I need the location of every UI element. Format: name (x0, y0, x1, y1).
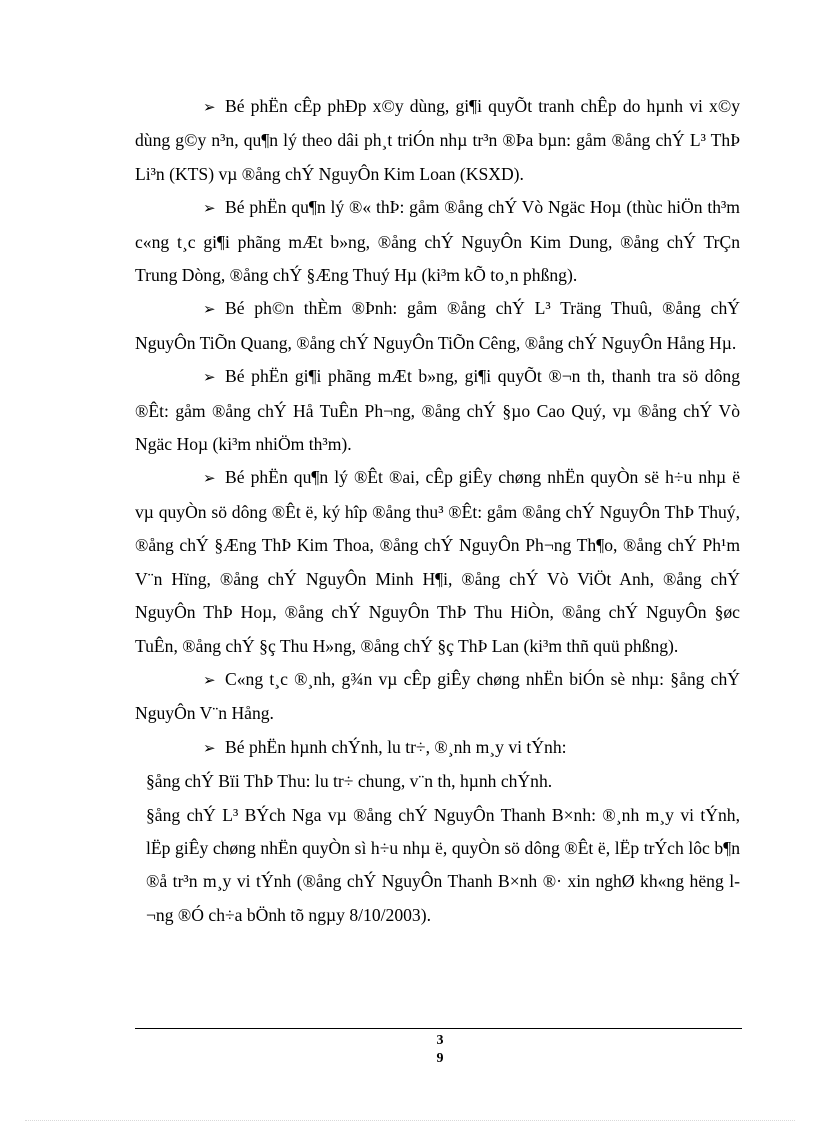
footer-divider (135, 1028, 742, 1029)
paragraph-site-clearance (135, 360, 740, 461)
paragraph-building-permits (135, 90, 740, 191)
paragraph-appraisal (135, 292, 740, 360)
arrow-bullet-icon: ➢ (203, 670, 216, 689)
paragraph-text: C«ng t¸c ®¸nh, g¾n vµ cÊp giÊy chøng nhËn biÓn sè nhµ: §ång chÝ NguyÔn V¨n Hång. (135, 668, 740, 724)
arrow-bullet-icon: ➢ (203, 738, 216, 757)
page-number-line-1: 3 (436, 1033, 444, 1048)
paragraph-text: Bé phËn cÊp phÐp x©y dùng, gi¶i quyÕt tranh chÊp do hµnh vi x©y dùng g©y n³n, qu¶n lý theo dâi ph¸t triÓn nhµ tr³n ®Þa bµn: gåm ®ång chÝ L³ ThÞ Li³n (KTS) vµ ®ång chÝ NguyÔn Kim Loan (KSXD). (135, 96, 740, 184)
arrow-bullet-icon: ➢ (203, 300, 216, 319)
paragraph-archive-staff (135, 765, 740, 798)
arrow-bullet-icon: ➢ (203, 368, 216, 387)
paragraph-house-numbering (135, 663, 740, 731)
paragraph-text: Bé phËn hµnh chÝnh, lu tr÷, ®¸nh m¸y vi tÝnh: (225, 736, 567, 757)
arrow-bullet-icon: ➢ (203, 98, 216, 116)
arrow-bullet-icon: ➢ (203, 469, 216, 488)
paragraph-administration (135, 731, 740, 765)
paragraph-typing-staff (135, 799, 740, 933)
paragraph-land-management (135, 461, 740, 662)
paragraph-text: Bé ph©n thÈm ®Þnh: gåm ®ång chÝ L³ Träng Thuû, ®ång chÝ NguyÔn TiÕn Quang, ®ång chÝ NguyÔn TiÕn Cêng, ®ång chÝ NguyÔn Hång Hµ. (135, 298, 740, 353)
page-number (420, 1032, 460, 1068)
page-bottom-edge (25, 1120, 795, 1121)
paragraph-text: Bé phËn gi¶i phãng mÆt b»ng, gi¶i quyÕt ®¬n th, thanh tra sö dông ®Êt: gåm ®ång chÝ Hå TuÊn Ph¬ng, ®ång chÝ §µo Cao Quý, vµ ®ång chÝ Vò Ngäc Hoµ (ki³m nhiÖm th³m). (135, 366, 740, 455)
paragraph-text: Bé phËn qu¶n lý ®« thÞ: gåm ®ång chÝ Vò Ngäc Hoµ (thùc hiÖn th³m c«ng t¸c gi¶i phãng mÆt b»ng, ®ång chÝ NguyÔn Kim Dung, ®ång chÝ TrÇn Trung Dòng, ®ång chÝ §Æng Thuý Hµ (ki³m kÕ to¸n phßng). (135, 197, 740, 286)
paragraph-text: §ång chÝ L³ BÝch Nga vµ ®ång chÝ NguyÔn Thanh B×nh: ®¸nh m¸y vi tÝnh, lËp giÊy chøng nhËn quyÒn sì h÷u nhµ ë, quyÒn sö dông ®Êt ë, lËp trÝch lôc b¶n ®å tr³n m¸y vi tÝnh (®ång chÝ NguyÔn Thanh B×nh ®· xin nghØ kh«ng hëng l¬ng ®Ó ch÷a bÖnh tõ ngµy 8/10/2003). (146, 804, 740, 925)
paragraph-urban-management (135, 191, 740, 292)
document-body (135, 90, 740, 932)
paragraph-text: Bé phËn qu¶n lý ®Êt ®ai, cÊp giÊy chøng nhËn quyÒn së h÷u nhµ ë vµ quyÒn sö dông ®Êt ë, ký hîp ®ång thu³ ®Êt: gåm ®ång chÝ NguyÔn ThÞ Thuý, ®ång chÝ §Æng ThÞ Kim Thoa, ®ång chÝ NguyÔn Ph¬ng Th¶o, ®ång chÝ Ph¹m V¨n Hïng, ®ång chÝ NguyÔn Minh H¶i, ®ång chÝ Vò ViÖt Anh, ®ång chÝ NguyÔn ThÞ Hoµ, ®ång chÝ NguyÔn ThÞ Thu HiÒn, ®ång chÝ NguyÔn §øc TuÊn, ®ång chÝ §ç Thu H»ng, ®ång chÝ §ç ThÞ Lan (ki³m thñ quü phßng). (135, 467, 740, 656)
paragraph-text: §ång chÝ Bïi ThÞ Thu: lu tr÷ chung, v¨n th, hµnh chÝnh. (146, 771, 553, 792)
page-number-line-2: 9 (436, 1051, 444, 1066)
arrow-bullet-icon: ➢ (203, 199, 216, 218)
